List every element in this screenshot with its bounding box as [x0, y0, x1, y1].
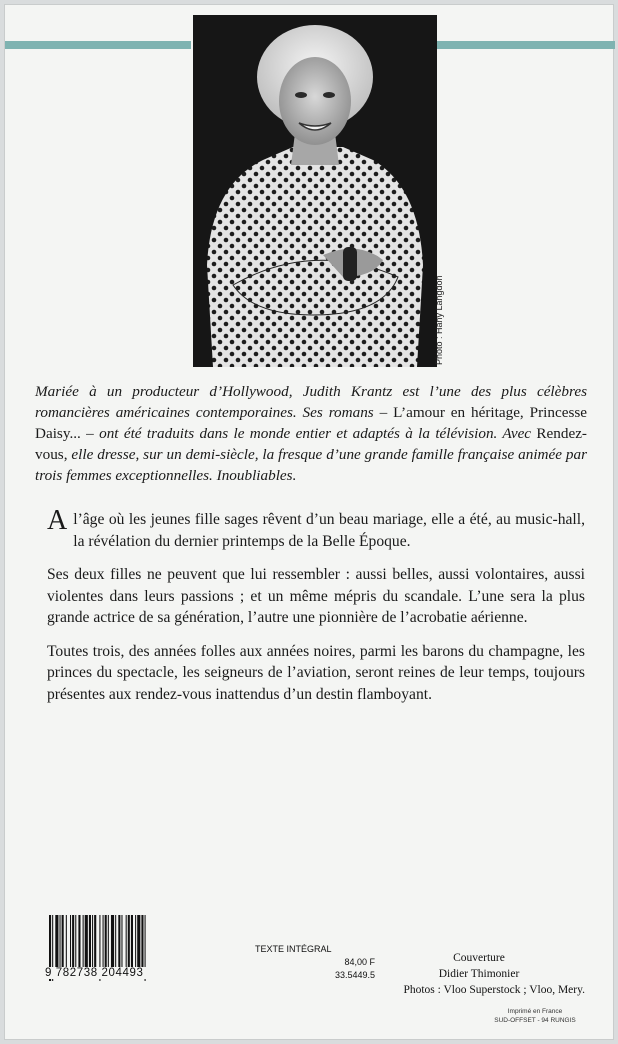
photo-credit: Photo : Hany Langdon — [434, 275, 444, 365]
barcode-bar — [70, 915, 71, 973]
barcode-bar — [83, 915, 84, 973]
cover-credit-line-3: Photos : Vloo Superstock ; Vloo, Mery. — [403, 984, 585, 996]
blurb-paragraph-2: Ses deux filles ne peuvent que lui ressembler : aussi belles, aussi volontaires, aussi violentes dans leurs passions ; et un même mépris du scandale. L’une sera la plus grande actrice de sa génération, l’autre une pionnière de l’acrobatie aérienne. — [47, 566, 585, 626]
intro-text-3: elle dresse, sur un demi-siècle, la fresque d’une grande famille française animée par trois femmes exceptionnelles. Inoubliables. — [35, 446, 587, 484]
drop-cap: A — [47, 505, 68, 536]
blurb-paragraph-3: Toutes trois, des années folles aux années noires, parmi les barons du champagne, les princes du spectacle, les seigneurs de l’aviation, seront reines de leur temps, toujours présentes aux rendez-vous inattendus d’un destin flamboyant. — [47, 642, 585, 703]
barcode-bar — [60, 915, 61, 973]
barcode-bar — [55, 915, 58, 973]
barcode-bar — [141, 915, 143, 973]
price-amount: 84,00 F — [344, 957, 375, 967]
barcode-bar — [135, 915, 136, 973]
barcode-bar — [118, 915, 120, 973]
printer-line-2: SUD-OFFSET - 94 RUNGIS — [494, 1017, 576, 1024]
barcode-bar — [126, 915, 127, 973]
printer-line-1: Imprimé en France — [507, 1008, 563, 1015]
barcode-bar — [128, 915, 130, 973]
barcode-bar — [111, 915, 114, 973]
intro-book-title: Rendez-vous, — [35, 425, 587, 463]
cover-credits — [373, 950, 585, 998]
cover-credit-line-1: Couverture — [453, 952, 505, 964]
barcode-bar — [108, 915, 109, 973]
barcode-bar — [78, 915, 80, 973]
intro-titles: L’amour en héritage, Princesse Daisy... — [35, 404, 588, 442]
book-back-cover — [4, 4, 614, 1040]
barcode-bar — [62, 915, 64, 973]
blurb-paragraph-1 — [47, 505, 585, 552]
barcode-bar — [66, 915, 67, 973]
teal-band-right — [435, 41, 615, 49]
barcode-bar — [115, 915, 116, 973]
cover-credit-line-2: Didier Thimonier — [438, 968, 520, 980]
barcode-bar — [94, 915, 96, 973]
barcode-bar — [72, 915, 74, 973]
intro-text-1: Mariée à un producteur d’Hollywood, Judith Krantz est l’une des plus célèbres romancières américaines contemporaines. Ses romans – — [35, 383, 587, 421]
barcode-bar — [103, 915, 104, 973]
price-box — [255, 943, 375, 982]
barcode-bar — [75, 915, 76, 973]
blurb-paragraph-1-text: l’âge où les jeunes fille sages rêvent d’un beau mariage, elle a été, au music-hall, la révélation du dernier printemps de la Belle Époque. — [73, 511, 585, 550]
barcode-bar — [92, 915, 93, 973]
barcode-bar — [105, 915, 107, 973]
intro-text-2: – ont été traduits dans le monde entier et adaptés à la télévision. Avec — [80, 425, 537, 442]
barcode-bar — [131, 915, 133, 973]
teal-band-left — [5, 41, 191, 49]
barcode-bar — [121, 915, 122, 973]
barcode-bar — [85, 915, 88, 973]
barcode-bar — [137, 915, 140, 973]
barcode-bar — [89, 915, 91, 973]
printer-info — [475, 1007, 595, 1025]
blurb — [47, 505, 585, 717]
catalog-code: 33.5449.5 — [334, 970, 375, 980]
barcode-digits: 9 782738 204493 — [43, 967, 207, 979]
edition-label: TEXTE INTÉGRAL — [255, 944, 332, 954]
author-intro — [35, 381, 587, 486]
author-photo — [193, 15, 437, 367]
author-portrait-image — [193, 15, 437, 367]
